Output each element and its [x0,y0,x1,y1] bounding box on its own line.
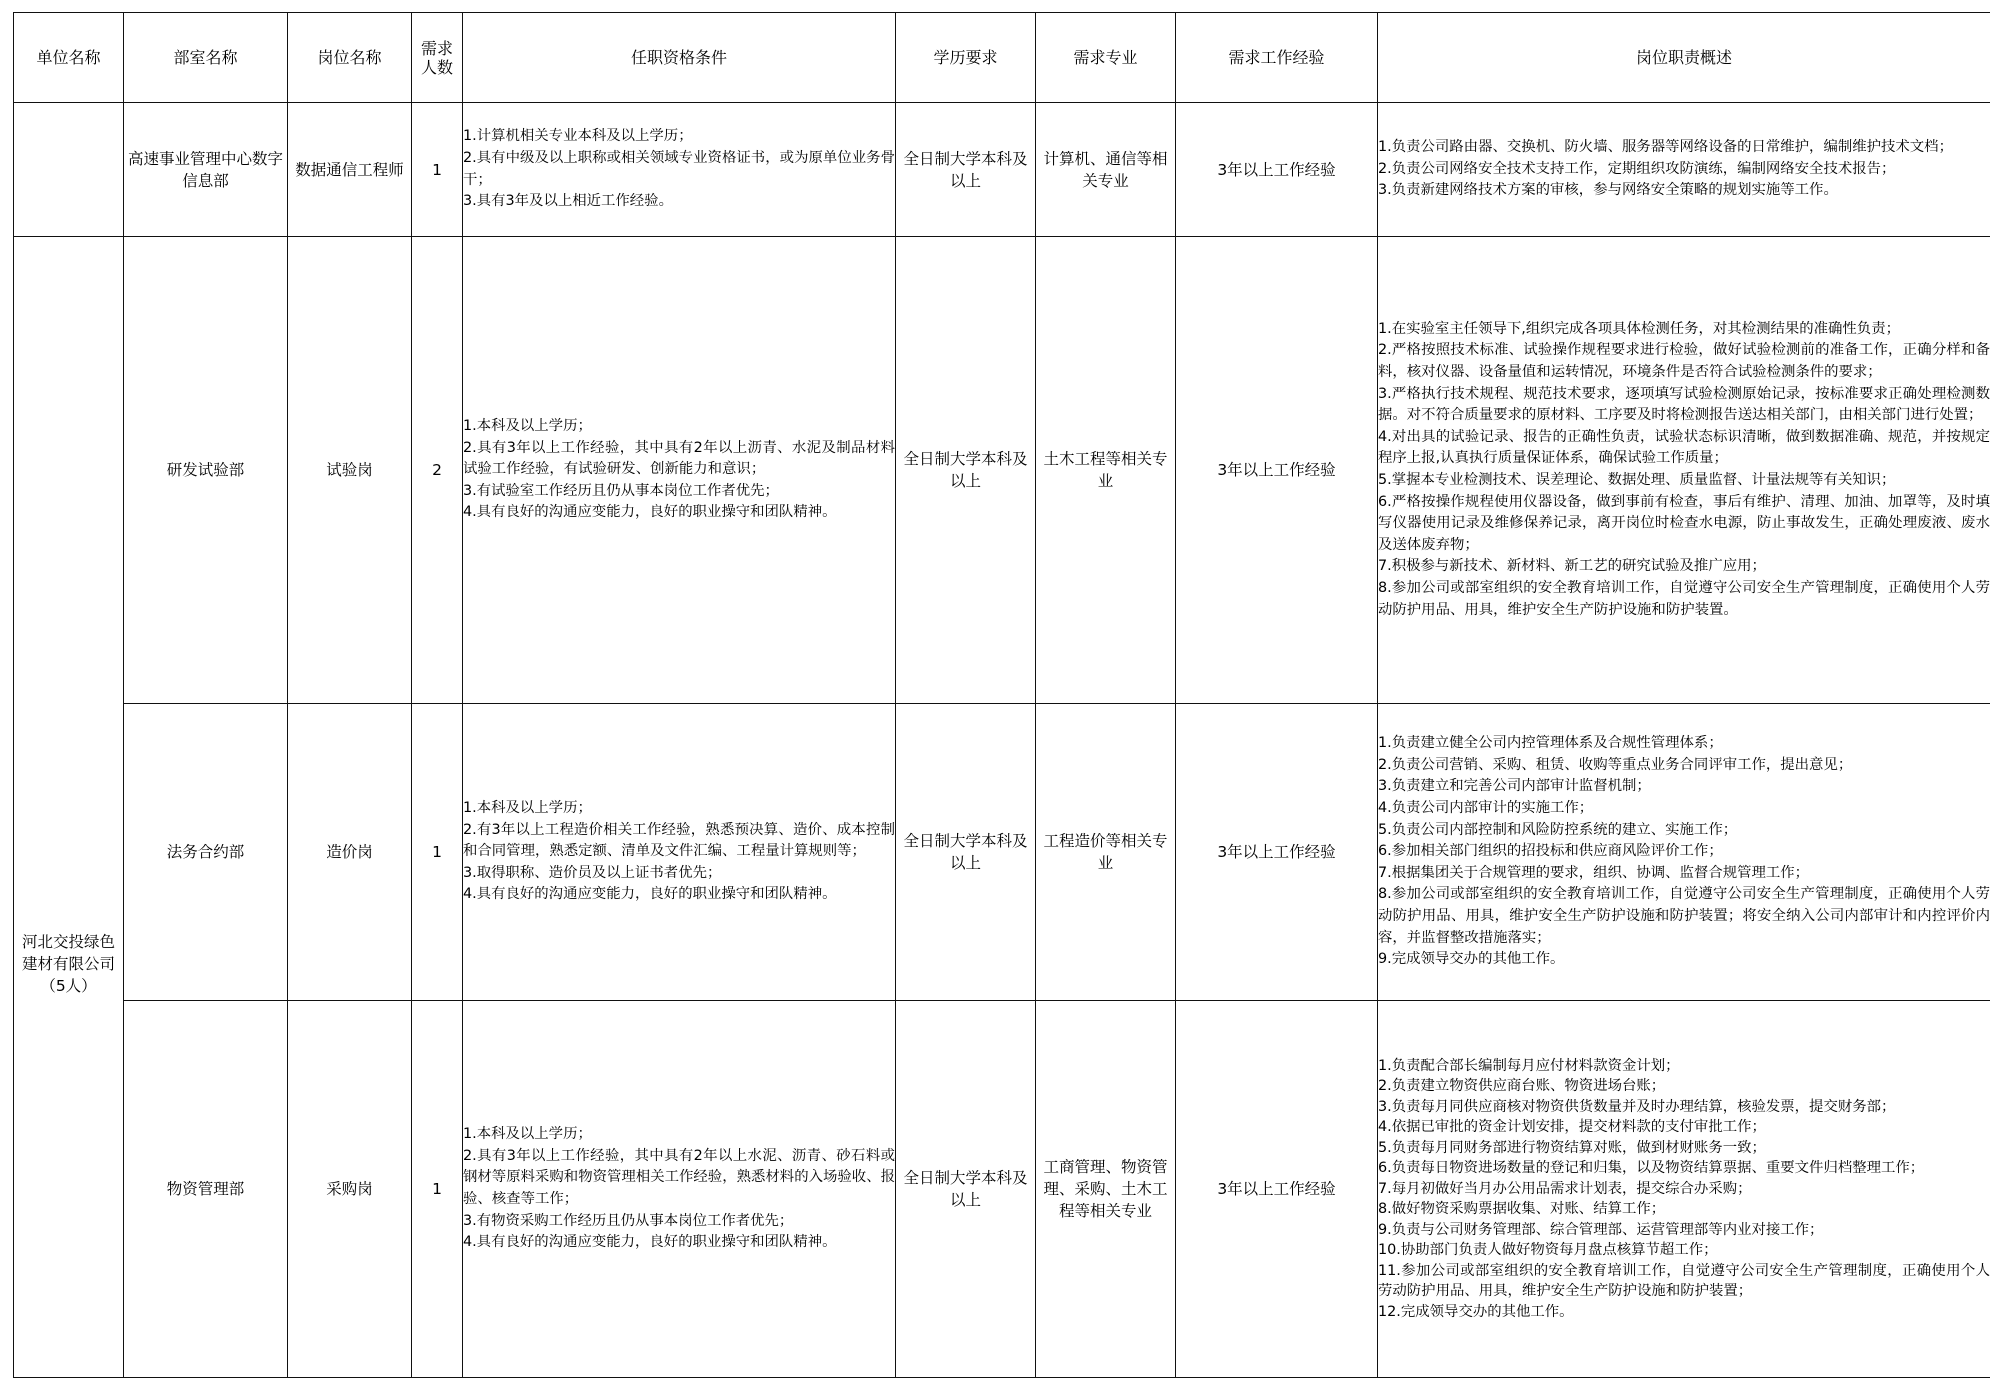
qualification-line: 3.具有3年及以上相近工作经验。 [463,193,673,210]
duty-line: 9.负责与公司财务管理部、综合管理部、运营管理部等内业对接工作； [1378,1221,1824,1238]
major-cell: 计算机、通信等相关专业 [1036,103,1176,237]
header-count: 需求 人数 [412,13,463,103]
dept-cell: 高速事业管理中心数字信息部 [124,103,288,237]
dept-cell: 物资管理部 [124,1001,288,1378]
duty-line: 2.负责建立物资供应商台账、物资进场台账； [1378,1078,1666,1095]
duty-line: 9.完成领导交办的其他工作。 [1378,951,1565,968]
header-qualifications: 任职资格条件 [463,13,896,103]
header-education: 学历要求 [896,13,1036,103]
duty-line: 1.负责建立健全公司内控管理体系及合规性管理体系； [1378,735,1723,752]
duty-line: 10.协助部门负责人做好物资每月盘点核算节超工作； [1378,1242,1718,1259]
count-cell: 2 [412,237,463,704]
qualification-line: 4.具有良好的沟通应变能力，良好的职业操守和团队精神。 [463,886,837,903]
table-row [14,704,1990,1001]
duty-line: 7.每月初做好当月办公用品需求计划表，提交综合办采购； [1378,1180,1752,1197]
unit-name: 河北交投绿色建材有限公司 [22,933,116,973]
education-cell: 全日制大学本科及以上 [896,237,1036,704]
qualification-line: 2.具有中级及以上职称或相关领域专业资格证书，或为原单位业务骨干； [463,149,895,188]
duty-line: 6.参加相关部门组织的招投标和供应商风险评价工作； [1378,843,1723,860]
table-row [14,1001,1990,1378]
header-post: 岗位名称 [288,13,412,103]
duty-line: 5.负责每月同财务部进行物资结算对账，做到材财账务一致； [1378,1139,1766,1156]
qualification-line: 4.具有良好的沟通应变能力，良好的职业操守和团队精神。 [463,1234,837,1251]
table-header-row [14,13,1990,103]
unit-name-cell [14,237,124,1378]
header-major: 需求专业 [1036,13,1176,103]
duty-line: 1.负责配合部长编制每月应付材料款资金计划； [1378,1057,1680,1074]
unit-headcount: （5人） [40,977,97,995]
qualification-line: 3.有试验室工作经历且仍从事本岗位工作者优先； [463,482,779,499]
duty-line: 4.依据已审批的资金计划安排，提交材料款的支付审批工作； [1378,1119,1766,1136]
header-experience: 需求工作经验 [1176,13,1378,103]
qualification-line: 1.计算机相关专业本科及以上学历； [463,128,693,145]
qualification-line: 4.具有良好的沟通应变能力，良好的职业操守和团队精神。 [463,504,837,521]
major-cell: 工商管理、物资管理、采购、土木工程等相关专业 [1036,1001,1176,1378]
unit-cell-empty [14,103,124,237]
experience-cell: 3年以上工作经验 [1176,103,1378,237]
major-cell: 土木工程等相关专业 [1036,237,1176,704]
experience-cell: 3年以上工作经验 [1176,704,1378,1001]
post-cell: 试验岗 [288,237,412,704]
qualifications-cell [463,237,896,704]
duty-line: 3.负责新建网络技术方案的审核，参与网络安全策略的规划实施等工作。 [1378,182,1838,199]
qualifications-cell [463,704,896,1001]
duty-line: 1.在实验室主任领导下,组织完成各项具体检测任务，对其检测结果的准确性负责； [1378,320,1900,337]
qualification-line: 1.本科及以上学历； [463,418,592,435]
qualification-line: 2.具有3年以上工作经验，其中具有2年以上沥青、水泥及制品材料试验工作经验，有试验研发、创新能力和意识； [463,439,895,478]
table-row [14,103,1990,237]
experience-cell: 3年以上工作经验 [1176,237,1378,704]
duties-cell [1378,237,1990,704]
count-cell: 1 [412,1001,463,1378]
count-cell: 1 [412,704,463,1001]
duty-line: 12.完成领导交办的其他工作。 [1378,1303,1574,1320]
duties-cell [1378,1001,1990,1378]
count-cell: 1 [412,103,463,237]
education-cell: 全日制大学本科及以上 [896,704,1036,1001]
duty-line: 8.参加公司或部室组织的安全教育培训工作，自觉遵守公司安全生产管理制度，正确使用个人劳动防护用品、用具，维护安全生产防护设施和防护装置；将安全纳入公司内部审计和内控评价内容，并监督整改措施落实； [1378,886,1990,946]
post-cell: 数据通信工程师 [288,103,412,237]
dept-cell: 研发试验部 [124,237,288,704]
header-dept: 部室名称 [124,13,288,103]
qualification-line: 3.取得职称、造价员及以上证书者优先； [463,864,722,881]
qualifications-cell [463,103,896,237]
duty-line: 5.负责公司内部控制和风险防控系统的建立、实施工作； [1378,821,1738,838]
experience-cell: 3年以上工作经验 [1176,1001,1378,1378]
qualifications-cell [463,1001,896,1378]
qualification-line: 2.有3年以上工程造价相关工作经验，熟悉预决算、造价、成本控制和合同管理，熟悉定额、清单及文件汇编、工程量计算规则等； [463,821,895,860]
major-cell: 工程造价等相关专业 [1036,704,1176,1001]
duty-line: 5.掌握本专业检测技术、误差理论、数据处理、质量监督、计量法规等有关知识； [1378,472,1896,488]
qualification-line: 2.具有3年以上工作经验，其中具有2年以上水泥、沥青、砂石料或钢材等原料采购和物资管理相关工作经验，熟悉材料的入场验收、报验、核查等工作； [463,1147,895,1207]
duties-cell [1378,704,1990,1001]
duty-line: 8.做好物资采购票据收集、对账、结算工作； [1378,1201,1666,1218]
duty-line: 8.参加公司或部室组织的安全教育培训工作，自觉遵守公司安全生产管理制度，正确使用个人劳动防护用品、用具，维护安全生产防护设施和防护装置。 [1378,579,1990,618]
duty-line: 1.负责公司路由器、交换机、防火墙、服务器等网络设备的日常维护，编制维护技术文档； [1378,139,1953,156]
post-cell: 造价岗 [288,704,412,1001]
recruitment-table [13,12,1990,1378]
header-unit: 单位名称 [14,13,124,103]
qualification-line: 1.本科及以上学历； [463,1126,592,1143]
post-cell: 采购岗 [288,1001,412,1378]
qualification-line: 1.本科及以上学历； [463,800,592,817]
duty-line: 2.负责公司网络安全技术支持工作，定期组织攻防演练，编制网络安全技术报告； [1378,160,1896,177]
duty-line: 4.负责公司内部审计的实施工作； [1378,800,1594,817]
duty-line: 7.积极参与新技术、新材料、新工艺的研究试验及推广应用； [1378,558,1766,575]
duty-line: 6.严格按操作规程使用仪器设备，做到事前有检查，事后有维护、清理、加油、加罩等，及时填写仪器使用记录及维修保养记录，离开岗位时检查水电源，防止事故发生，正确处理废液、废水及送体废弃物； [1378,493,1990,553]
education-cell: 全日制大学本科及以上 [896,1001,1036,1378]
duty-line: 3.负责建立和完善公司内部审计监督机制； [1378,778,1651,795]
header-duties: 岗位职责概述 [1378,13,1990,103]
duty-line: 3.负责每月同供应商核对物资供货数量并及时办理结算，核验发票，提交财务部； [1378,1098,1896,1115]
duty-line: 7.根据集团关于合规管理的要求，组织、协调、监督合规管理工作； [1378,864,1810,881]
duty-line: 2.严格按照技术标准、试验操作规程要求进行检验，做好试验检测前的准备工作，正确分样和备料，核对仪器、设备量值和运转情况，环境条件是否符合试验检测条件的要求； [1378,342,1990,381]
duty-line: 11.参加公司或部室组织的安全教育培训工作，自觉遵守公司安全生产管理制度，正确使用个人劳动防护用品、用具，维护安全生产防护设施和防护装置； [1378,1262,1990,1300]
duty-line: 2.负责公司营销、采购、租赁、收购等重点业务合同评审工作，提出意见； [1378,756,1853,773]
duties-cell [1378,103,1990,237]
duty-line: 4.对出具的试验记录、报告的正确性负责，试验状态标识清晰，做到数据准确、规范，并按规定程序上报,认真执行质量保证体系，确保试验工作质量； [1378,428,1990,467]
duty-line: 6.负责每日物资进场数量的登记和归集，以及物资结算票据、重要文件归档整理工作； [1378,1160,1925,1177]
duty-line: 3.严格执行技术规程、规范技术要求，逐项填写试验检测原始记录，按标准要求正确处理检测数据。对不符合质量要求的原材料、工序要及时将检测报告送达相关部门，由相关部门进行处置； [1378,385,1990,424]
dept-cell: 法务合约部 [124,704,288,1001]
table-row [14,237,1990,704]
education-cell: 全日制大学本科及以上 [896,103,1036,237]
qualification-line: 3.有物资采购工作经历且仍从事本岗位工作者优先； [463,1212,794,1229]
